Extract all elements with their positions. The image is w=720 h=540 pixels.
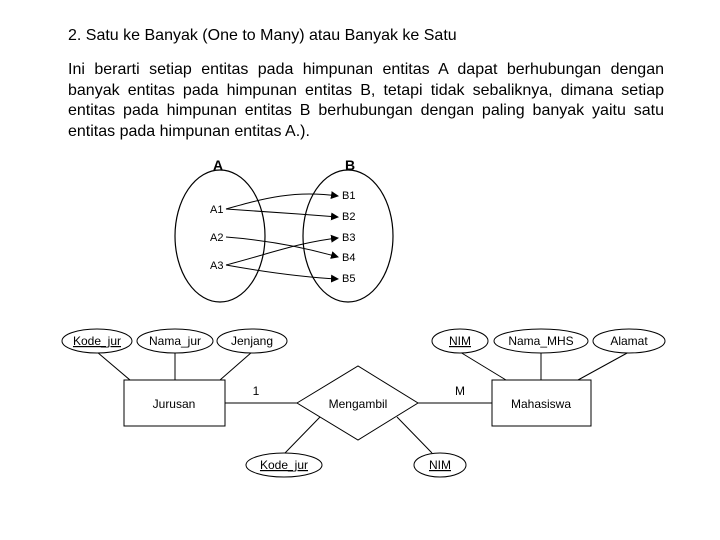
set-b-element: B1 (342, 190, 356, 202)
set-a-element: A1 (210, 204, 224, 216)
set-b-element: B3 (342, 232, 356, 244)
mapping-arrow (226, 194, 338, 209)
relationship-label: Mengambil (328, 397, 388, 411)
cardinality-right: M (455, 384, 465, 398)
connector-line (578, 352, 629, 380)
attribute-alamat: Alamat (610, 334, 648, 348)
mapping-diagram (175, 157, 393, 302)
attribute-nama-jur: Nama_jur (148, 334, 202, 348)
attribute-nim: NIM (449, 334, 471, 348)
attribute-nama-mhs: Nama_MHS (508, 334, 574, 348)
set-a-label: A (212, 157, 224, 173)
mapping-arrow (226, 265, 338, 279)
set-b-element: B5 (342, 273, 356, 285)
set-b-element: B2 (342, 211, 356, 223)
attribute-kode-jur: Kode_jur (72, 334, 122, 348)
heading: 2. Satu ke Banyak (One to Many) atau Banyak ke Satu (68, 27, 457, 44)
set-b-label: B (344, 157, 356, 173)
set-b-element: B4 (342, 252, 356, 264)
cardinality-left: 1 (252, 384, 260, 398)
mapping-arrow (226, 209, 338, 217)
er-diagram (62, 329, 665, 477)
entity-mahasiswa-label: Mahasiswa (510, 397, 572, 411)
description-paragraph: Ini berarti setiap entitas pada himpunan entitas A dapat berhubungan dengan banyak entitas pada himpunan entitas B, tetapi tidak sebaliknya, dimana setiap entitas pada himpunan entitas B berhubungan dengan paling banyak yaitu satu entitas pada himpunan entitas A.). (68, 61, 664, 140)
set-a-element: A3 (210, 260, 224, 272)
mapping-arrow (226, 238, 338, 265)
connector-line (285, 417, 320, 453)
connector-line (460, 352, 506, 380)
connector-line (220, 352, 252, 380)
attribute-rel-nim: NIM (429, 458, 451, 472)
attribute-rel-kode-jur: Kode_jur (259, 458, 309, 472)
connector-line (397, 417, 432, 453)
set-a-element: A2 (210, 232, 224, 244)
attribute-jenjang: Jenjang (230, 334, 274, 348)
connector-line (97, 352, 130, 380)
entity-jurusan-label: Jurusan (152, 397, 196, 411)
